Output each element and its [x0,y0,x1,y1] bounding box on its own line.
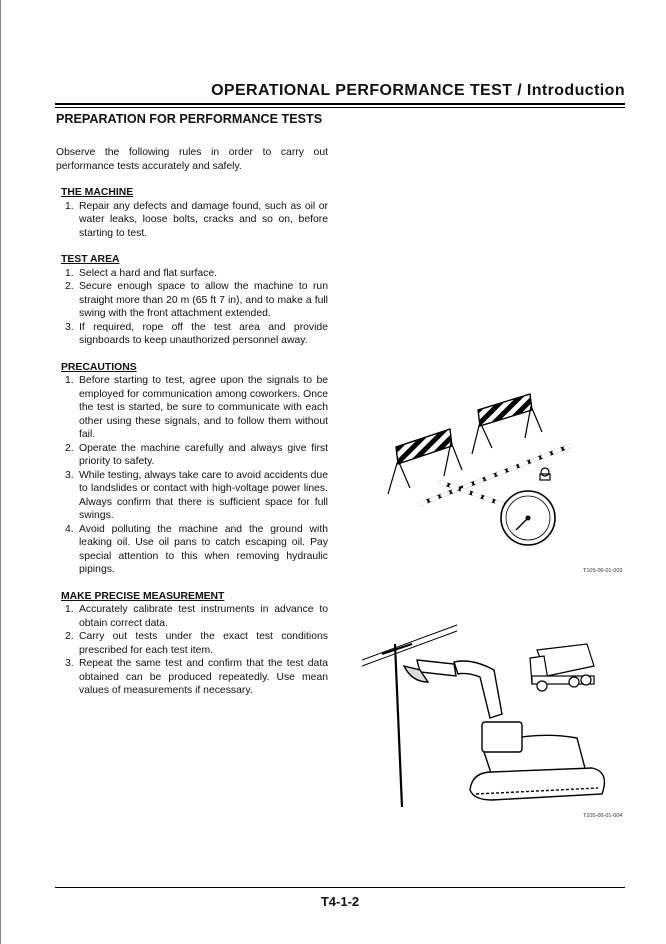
figure-code: T105-06-01-003 [583,568,623,574]
figure-code: T105-06-01-004 [583,813,623,819]
stopwatch-icon [501,468,555,545]
section-title: PREPARATION FOR PERFORMANCE TESTS [56,112,323,126]
power-line [362,625,457,807]
list-item: 2. Operate the machine carefully and always give first priority to safety. [65,442,328,467]
list-item: 4. Avoid polluting the machine and the ground with leaking oil. Use oil pans to catch escaping oil. Pay special attention to this when removing hydraulic pipings. [65,523,328,575]
test-area-list [56,267,328,348]
intro-text: Observe the following rules in order to carry out performance tests accurately and safely. [56,147,328,172]
header-rule-thin [55,107,625,108]
precautions-heading: PRECAUTIONS [61,361,137,373]
dump-truck [530,644,594,691]
test-area-heading: TEST AREA [61,254,120,265]
footer-rule [55,887,625,888]
page-number: T4-1-2 [320,894,360,909]
main-column [56,112,328,698]
barricade-rear [472,394,542,454]
excavator-power-line-illustration [362,622,612,807]
measurement-heading: MAKE PRECISE MEASUREMENT [61,590,225,602]
page-title: OPERATIONAL PERFORMANCE TEST / Introduction [211,82,625,99]
list-item: 1. Accurately calibrate test instruments in advance to obtain correct data. [65,604,328,629]
machine-heading: THE MACHINE [61,187,134,198]
machine-list [56,200,328,241]
header-rule [55,103,625,105]
list-item: 3. Repeat the same test and confirm that the test data obtained can be produced repeatedly. Use mean values of measurements if necessary. [65,658,328,696]
list-item: 1. Before starting to test, agree upon the signals to be employed for communication among coworkers. Once the test is started, be sure to communicate with each other using these signals, and to follow them without fail. [65,375,328,440]
list-item: 1. Select a hard and flat surface. [65,267,218,279]
measurement-list [56,603,328,698]
list-item: 3. If required, rope off the test area and provide signboards to keep unauthorized personnel away. [65,321,328,346]
list-item: 2. Carry out tests under the exact test conditions prescribed for each test item. [65,631,328,656]
precautions-list [56,374,328,577]
page-edge [0,0,1,944]
list-item: 3. While testing, always take care to avoid accidents due to landslides or contact with high-voltage power lines. Always confirm that there is sufficient space for full swings. [65,469,328,521]
list-item: 2. Secure enough space to allow the machine to run straight more than 20 m (65 ft 7 in), and to make a full swing with the front attachment extended. [65,281,328,319]
barricade-stopwatch-illustration [380,392,580,557]
list-item: 1. Repair any defects and damage found, such as oil or water leaks, loose bolts, cracks and so on, before starting to test. [65,200,328,239]
